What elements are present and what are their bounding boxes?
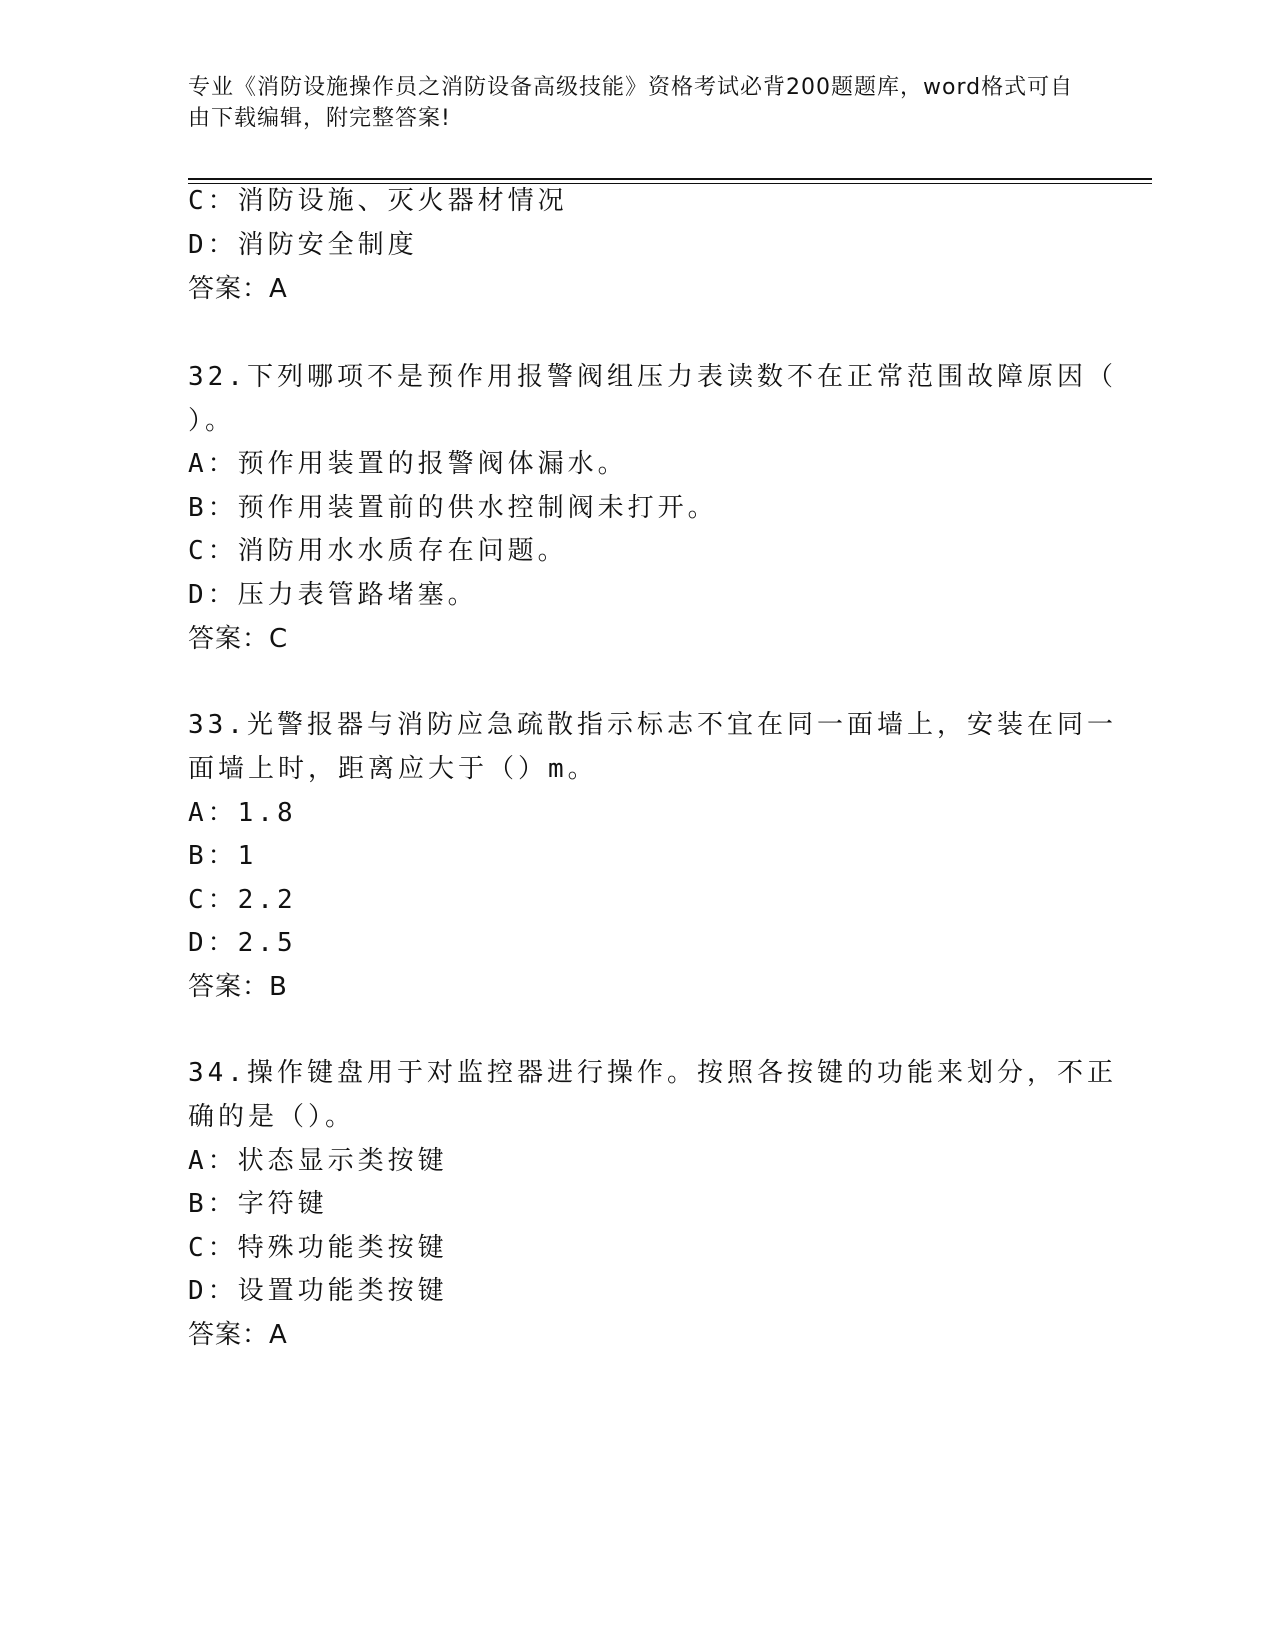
fragment-answer: 答案：A bbox=[188, 274, 288, 304]
question-34-answer: 答案：A bbox=[188, 1320, 288, 1350]
fragment-option-d: D：消防安全制度 bbox=[188, 230, 418, 260]
question-33-stem-line2: 面墙上时，距离应大于（）m。 bbox=[188, 754, 598, 784]
question-33-option-d: D：2.5 bbox=[188, 928, 297, 958]
question-32-stem-line1: 32.下列哪项不是预作用报警阀组压力表读数不在正常范围故障原因（ bbox=[188, 362, 1117, 392]
question-34-option-b: B：字符键 bbox=[188, 1189, 328, 1219]
question-33-stem-line1: 33.光警报器与消防应急疏散指示标志不宜在同一面墙上，安装在同一 bbox=[188, 710, 1117, 740]
question-32-answer: 答案：C bbox=[188, 624, 289, 654]
question-34-option-c: C：特殊功能类按键 bbox=[188, 1233, 448, 1263]
question-34-stem-line1: 34.操作键盘用于对监控器进行操作。按照各按键的功能来划分，不正 bbox=[188, 1058, 1117, 1088]
question-34-option-a: A：状态显示类按键 bbox=[188, 1146, 448, 1176]
question-33-option-a: A：1.8 bbox=[188, 798, 297, 828]
header-divider-thick bbox=[188, 178, 1152, 180]
header-divider-thin bbox=[188, 183, 1152, 184]
question-33-option-b: B：1 bbox=[188, 841, 258, 871]
question-32-option-d: D：压力表管路堵塞。 bbox=[188, 580, 478, 610]
question-32-option-b: B：预作用装置前的供水控制阀未打开。 bbox=[188, 493, 718, 523]
question-33-answer: 答案：B bbox=[188, 972, 288, 1002]
question-32-option-c: C：消防用水水质存在问题。 bbox=[188, 536, 568, 566]
fragment-option-c: C：消防设施、灭火器材情况 bbox=[188, 186, 568, 216]
question-34-stem-line2: 确的是（）。 bbox=[188, 1102, 356, 1132]
document-header bbox=[188, 72, 1088, 134]
header-intro-text: 专业《消防设施操作员之消防设备高级技能》资格考试必背200题题库，word格式可自由下载编辑，附完整答案! bbox=[188, 75, 1074, 131]
question-34-option-d: D：设置功能类按键 bbox=[188, 1276, 448, 1306]
question-32-option-a: A：预作用装置的报警阀体漏水。 bbox=[188, 449, 628, 479]
question-33-option-c: C：2.2 bbox=[188, 885, 297, 915]
question-32-stem-line2: ）。 bbox=[188, 406, 236, 436]
